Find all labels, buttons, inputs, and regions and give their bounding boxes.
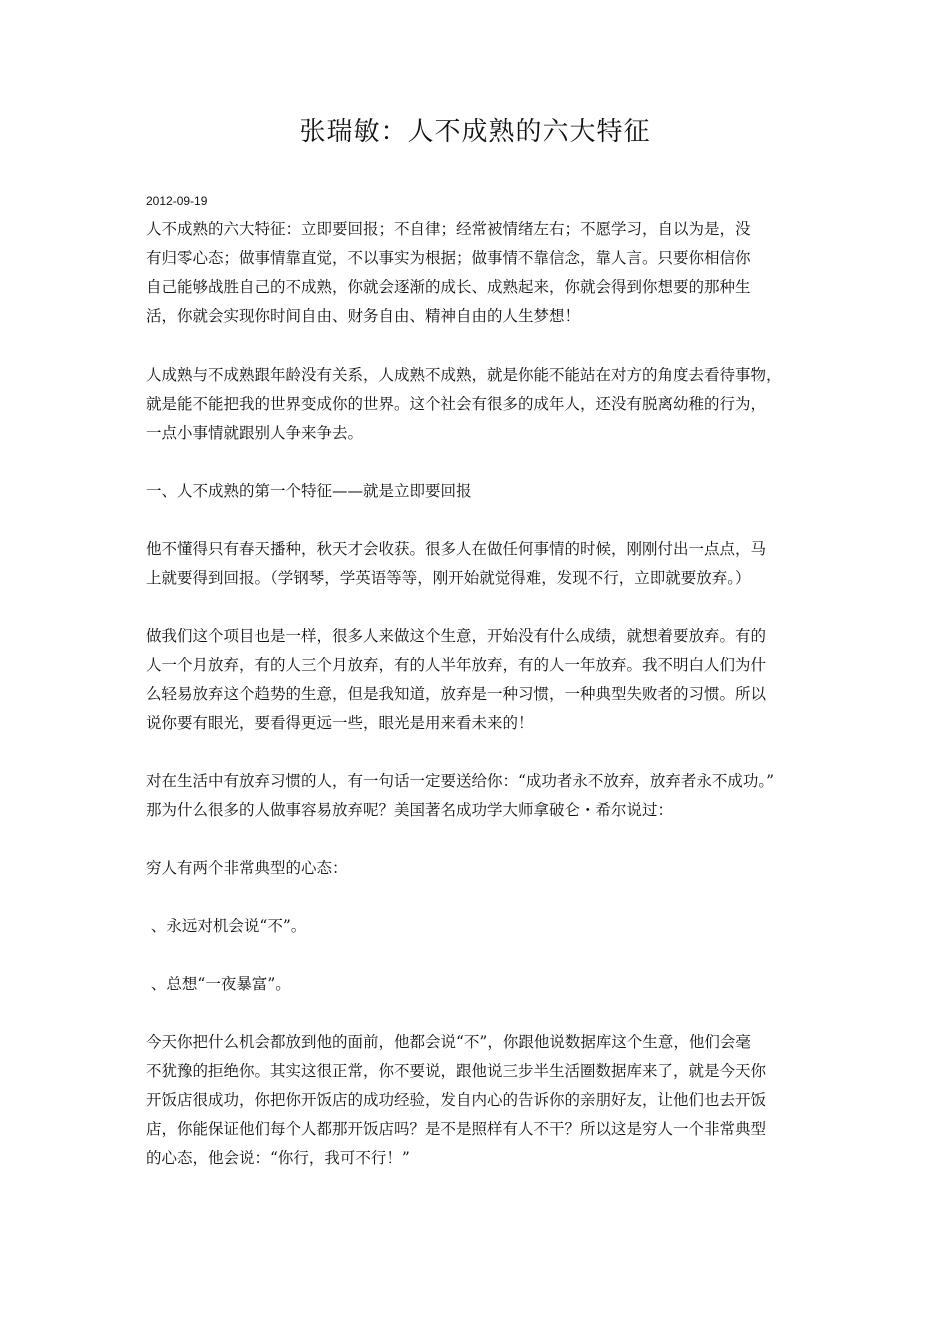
body-line: 活，你就会实现你时间自由、财务自由、精神自由的人生梦想！: [146, 307, 581, 325]
body-line: 自己能够战胜自己的不成熟，你就会逐渐的成长、成熟起来，你就会得到你想要的那种生: [146, 278, 751, 296]
body-line: 有归零心态；做事情靠直觉，不以事实为根据；做事情不靠信念，靠人言。只要你相信你: [146, 249, 751, 267]
body-line: 今天你把什么机会都放到他的面前，他都会说“不”，你跟他说数据库这个生意，他们会毫: [146, 1033, 751, 1051]
body-line: 人一个月放弃，有的人三个月放弃，有的人半年放弃，有的人一年放弃。我不明白人们为什: [146, 656, 767, 674]
body-line: 上就要得到回报。（学钢琴，学英语等等，刚开始就觉得难，发现不行，立即就要放弃。）: [146, 569, 751, 587]
body-line: 对在生活中有放弃习惯的人，有一句话一定要送给你：“成功者永不放弃，放弃者永不成功。”: [146, 772, 775, 790]
body-line: 人不成熟的六大特征：立即要回报；不自律；经常被情绪左右；不愿学习，自以为是，没: [146, 220, 751, 238]
body-line: 一点小事情就跟别人争来争去。: [146, 424, 364, 442]
body-line: 不犹豫的拒绝你。其实这很正常，你不要说，跟他说三步半生活圈数据库来了，就是今天你: [146, 1062, 767, 1080]
list-item: 、永远对机会说“不”。: [146, 917, 307, 935]
body-line: 做我们这个项目也是一样，很多人来做这个生意，开始没有什么成绩，就想着要放弃。有的: [146, 627, 767, 645]
body-line: 他不懂得只有春天播种，秋天才会收获。很多人在做任何事情的时候，刚刚付出一点点，马: [146, 540, 767, 558]
body-line: 就是能不能把我的世界变成你的世界。这个社会有很多的成年人，还没有脱离幼稚的行为，: [146, 395, 767, 413]
section-heading: 一、人不成熟的第一个特征——就是立即要回报: [146, 482, 472, 500]
body-line: 人成熟与不成熟跟年龄没有关系，人成熟不成熟，就是你能不能站在对方的角度去看待事物，: [146, 366, 782, 384]
body-line: 说你要有眼光，要看得更远一些，眼光是用来看未来的！: [146, 714, 534, 732]
body-line: 店，你能保证他们每个人都那开饭店吗？是不是照样有人不干？所以这是穷人一个非常典型: [146, 1120, 767, 1138]
document-title: 张瑞敏：人不成熟的六大特征: [299, 117, 651, 147]
body-line: 么轻易放弃这个趋势的生意，但是我知道，放弃是一种习惯，一种典型失败者的习惯。所以: [146, 685, 767, 703]
list-item: 、总想“一夜暴富”。: [146, 975, 291, 993]
body-line: 那为什么很多的人做事容易放弃呢？美国著名成功学大师拿破仑・希尔说过：: [146, 801, 674, 819]
body-line: 的心态，他会说：“你行，我可不行！”: [146, 1149, 410, 1167]
body-line: 开饭店很成功，你把你开饭店的成功经验，发自内心的告诉你的亲朋好友，让他们也去开饭: [146, 1091, 767, 1109]
body-line: 穷人有两个非常典型的心态：: [146, 859, 348, 877]
publish-date: 2012-09-19: [146, 194, 208, 208]
